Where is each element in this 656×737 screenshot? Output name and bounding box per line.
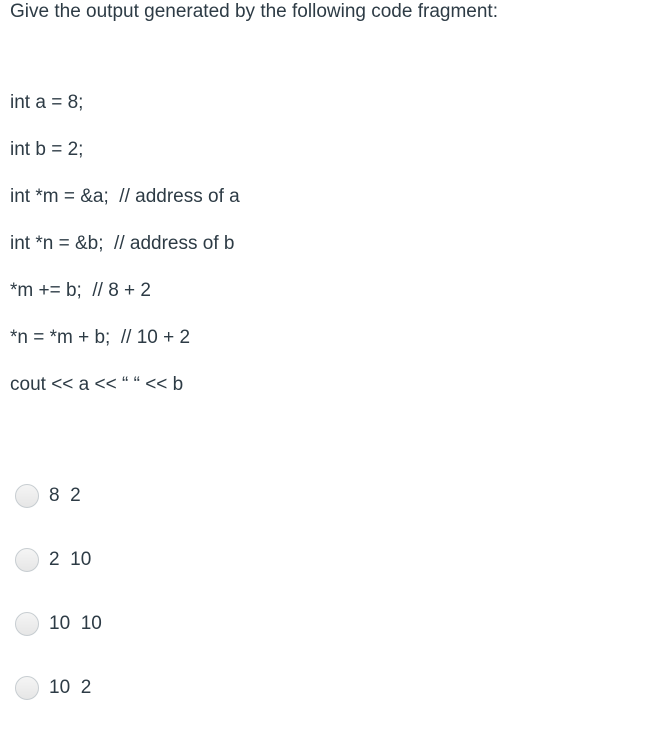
code-line: *m += b; // 8 + 2 bbox=[10, 280, 151, 301]
code-line: int *n = &b; // address of b bbox=[10, 233, 235, 254]
code-line: int a = 8; bbox=[10, 92, 84, 113]
answer-label: 10 2 bbox=[49, 677, 92, 698]
answer-option-1[interactable] bbox=[15, 481, 102, 511]
answer-label: 8 2 bbox=[49, 485, 81, 506]
question-title: Give the output generated by the following code fragment: bbox=[10, 1, 498, 22]
answer-option-3[interactable] bbox=[15, 609, 102, 639]
radio-button[interactable] bbox=[15, 548, 39, 572]
answer-label: 10 10 bbox=[49, 613, 102, 634]
code-fragment bbox=[10, 91, 240, 420]
answer-option-2[interactable] bbox=[15, 545, 102, 575]
code-line: cout << a << “ “ << b bbox=[10, 374, 184, 395]
code-line: int *m = &a; // address of a bbox=[10, 186, 240, 207]
radio-button[interactable] bbox=[15, 676, 39, 700]
radio-button[interactable] bbox=[15, 484, 39, 508]
answer-options bbox=[15, 481, 102, 737]
answer-label: 2 10 bbox=[49, 549, 92, 570]
answer-option-4[interactable] bbox=[15, 673, 102, 703]
code-line: *n = *m + b; // 10 + 2 bbox=[10, 327, 191, 348]
radio-button[interactable] bbox=[15, 612, 39, 636]
code-line: int b = 2; bbox=[10, 139, 84, 160]
